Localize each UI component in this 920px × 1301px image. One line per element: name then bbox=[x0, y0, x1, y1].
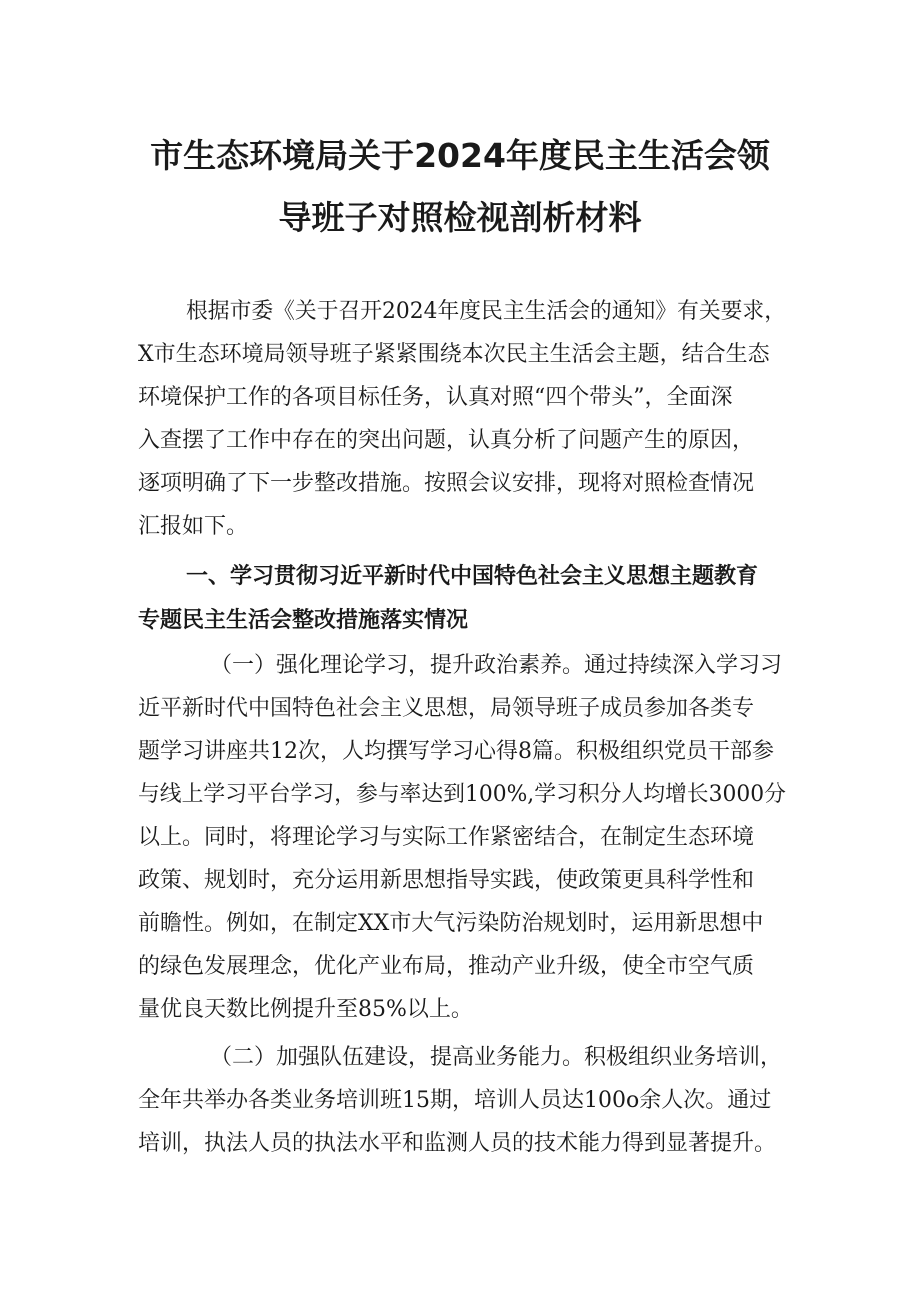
sub-2-line-2: 全年共举办各类业务培训班15期，培训人员达100o余人次。通过 bbox=[138, 1088, 772, 1113]
section-1-heading-line-1: 一、学习贯彻习近平新时代中国特色社会主义思想主题教育 bbox=[186, 564, 759, 589]
document-title-line-1: 市生态环境局关于2024年度民主生活会领 bbox=[150, 136, 770, 175]
sub-1-line-7: 前瞻性。例如，在制定XX市大气污染防治规划时，运用新思想中 bbox=[138, 911, 764, 936]
intro-line-4: 入查摆了工作中存在的突出问题，认真分析了问题产生的原因， bbox=[138, 428, 755, 453]
sub-1-line-2: 近平新时代中国特色社会主义思想，局领导班子成员参加各类专 bbox=[138, 696, 755, 721]
sub-2-line-1: （二）加强队伍建设，提高业务能力。积极组织业务培训， bbox=[210, 1045, 783, 1070]
intro-line-2: X市生态环境局领导班子紧紧围绕本次民主生活会主题，结合生态 bbox=[138, 342, 770, 367]
intro-line-5: 逐项明确了下一步整改措施。按照会议安排，现将对照检查情况 bbox=[138, 471, 755, 496]
sub-1-line-6: 政策、规划时，充分运用新思想指导实践，使政策更具科学性和 bbox=[138, 868, 755, 893]
section-1-heading-line-2: 专题民主生活会整改措施落实情况 bbox=[138, 608, 469, 633]
sub-1-line-3: 题学习讲座共12次，人均撰写学习心得8篇。积极组织党员干部参 bbox=[138, 739, 774, 764]
sub-1-line-1: （一）强化理论学习，提升政治素养。通过持续深入学习习 bbox=[210, 653, 783, 678]
sub-1-line-9: 量优良天数比例提升至85%以上。 bbox=[138, 997, 473, 1022]
intro-line-1: 根据市委《关于召开2024年度民主生活会的通知》有关要求， bbox=[186, 299, 786, 324]
sub-1-line-4: 与线上学习平台学习，参与率达到100%,学习积分人均增长3000分 bbox=[138, 782, 786, 807]
sub-2-line-3: 培训，执法人员的执法水平和监测人员的技术能力得到显著提升。 bbox=[138, 1131, 777, 1156]
sub-1-line-8: 的绿色发展理念，优化产业布局，推动产业升级，使全市空气质 bbox=[138, 954, 755, 979]
intro-line-3: 环境保护工作的各项目标任务，认真对照“四个带头”，全面深 bbox=[138, 385, 733, 410]
intro-line-6: 汇报如下。 bbox=[138, 514, 249, 539]
sub-1-line-5: 以上。同时，将理论学习与实际工作紧密结合，在制定生态环境 bbox=[138, 825, 755, 850]
document-title-line-2: 导班子对照检视剖析材料 bbox=[278, 198, 642, 237]
